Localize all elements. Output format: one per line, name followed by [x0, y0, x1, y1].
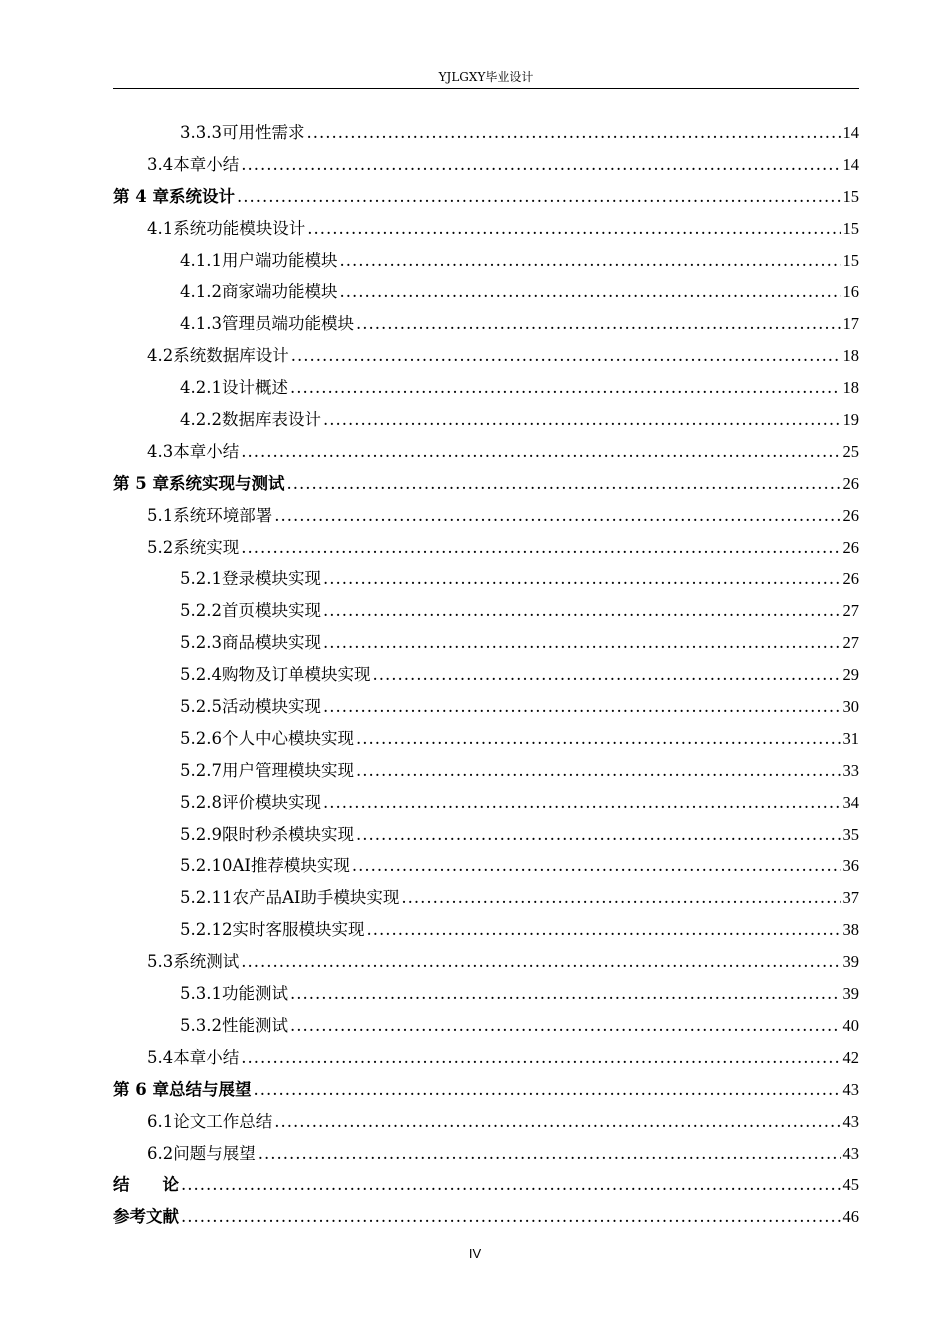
toc-entry-page: 38	[842, 920, 859, 940]
toc-entry[interactable]	[113, 723, 859, 755]
toc-entry-page: 43	[842, 1079, 859, 1099]
toc-dot-leader	[241, 532, 840, 564]
toc-entry[interactable]	[113, 340, 859, 372]
toc-entry-number: 5.3.2	[180, 1015, 222, 1035]
toc-entry-title: 用户端功能模块	[221, 250, 338, 270]
toc-entry-number: 5.2.10	[180, 856, 233, 876]
toc-entry-page: 43	[842, 1143, 859, 1163]
toc-entry-number: 5.2.2	[180, 601, 222, 621]
toc-entry-title: 总结与展望	[168, 1079, 252, 1099]
toc-entry-page: 33	[842, 760, 859, 780]
toc-dot-leader	[274, 1106, 840, 1138]
toc-entry-number: 5.2.8	[180, 792, 222, 812]
toc-entry[interactable]	[113, 1106, 859, 1138]
toc-entry[interactable]	[113, 1042, 859, 1074]
toc-entry-number: 5.2.11	[180, 888, 233, 908]
toc-dot-leader	[339, 245, 840, 277]
toc-entry-number: 4.1	[147, 218, 174, 238]
toc-entry[interactable]	[113, 213, 859, 245]
toc-entry[interactable]	[113, 755, 859, 787]
toc-entry-page: 14	[842, 154, 859, 174]
toc-entry-number: 5.2.5	[180, 697, 222, 717]
toc-entry-title: 实时客服模块实现	[232, 920, 365, 940]
toc-dot-leader	[323, 595, 841, 627]
toc-entry-page: 39	[842, 952, 859, 972]
toc-dot-leader	[290, 978, 841, 1010]
toc-entry-title: 管理员端功能模块	[221, 314, 354, 334]
toc-dot-leader	[241, 1042, 840, 1074]
toc-dot-leader	[307, 213, 840, 245]
toc-entry-number: 参考文献	[113, 1207, 179, 1227]
toc-dot-leader	[366, 914, 840, 946]
toc-entry[interactable]	[113, 1074, 859, 1106]
toc-entry-title: 设计概述	[221, 378, 288, 398]
toc-dot-leader	[181, 1169, 841, 1201]
toc-entry[interactable]	[113, 404, 859, 436]
toc-entry-page: 15	[842, 218, 859, 238]
toc-entry-title: 农产品AI助手模块实现	[232, 888, 400, 908]
toc-dot-leader	[241, 149, 840, 181]
toc-entry[interactable]	[113, 819, 859, 851]
toc-dot-leader	[241, 946, 840, 978]
toc-dot-leader	[356, 755, 841, 787]
toc-entry-title: 系统设计	[168, 186, 235, 206]
page-number: IV	[468, 1246, 482, 1261]
toc-entry[interactable]	[113, 850, 859, 882]
toc-entry[interactable]	[113, 117, 859, 149]
toc-entry-title: 问题与展望	[173, 1143, 256, 1163]
toc-dot-leader	[286, 468, 840, 500]
toc-entry[interactable]	[113, 914, 859, 946]
toc-entry-page: 26	[842, 473, 859, 493]
toc-dot-leader	[274, 500, 840, 532]
toc-entry[interactable]	[113, 882, 859, 914]
toc-entry-title: 系统实现与测试	[168, 473, 285, 493]
toc-dot-leader	[241, 436, 840, 468]
toc-dot-leader	[339, 276, 840, 308]
toc-entry[interactable]	[113, 468, 859, 500]
toc-entry-title: 用户管理模块实现	[221, 760, 354, 780]
toc-entry-number: 4.1.1	[180, 250, 222, 270]
toc-entry[interactable]	[113, 946, 859, 978]
toc-entry-page: 18	[842, 378, 859, 398]
toc-entry-number: 5.2.12	[180, 920, 233, 940]
toc-entry-title: 系统功能模块设计	[173, 218, 306, 238]
toc-entry-number: 5.1	[147, 505, 174, 525]
toc-entry-page: 42	[842, 1047, 859, 1067]
toc-entry[interactable]	[113, 245, 859, 277]
toc-entry-number: 4.1.2	[180, 282, 222, 302]
toc-entry-page: 45	[842, 1175, 859, 1195]
toc-entry-number: 4.1.3	[180, 314, 222, 334]
toc-entry-page: 26	[842, 569, 859, 589]
toc-entry-number: 4.3	[147, 441, 174, 461]
toc-entry-title: 可用性需求	[221, 123, 305, 142]
toc-entry[interactable]	[113, 627, 859, 659]
toc-dot-leader	[290, 372, 841, 404]
toc-entry[interactable]	[113, 1010, 859, 1042]
toc-entry[interactable]	[113, 308, 859, 340]
toc-entry-title: 本章小结	[173, 441, 240, 461]
toc-entry[interactable]	[113, 276, 859, 308]
toc-entry-title: 系统环境部署	[173, 505, 273, 525]
toc-dot-leader	[323, 563, 841, 595]
toc-entry-number: 4.2.1	[180, 378, 222, 398]
toc-dot-leader	[323, 404, 841, 436]
toc-dot-leader	[352, 850, 841, 882]
toc-entry-title: 性能测试	[221, 1015, 288, 1035]
toc-dot-leader	[372, 659, 840, 691]
toc-entry[interactable]	[113, 787, 859, 819]
toc-entry[interactable]	[113, 1201, 859, 1233]
toc-entry-number: 5.2.1	[180, 569, 222, 589]
toc-entry-title: 本章小结	[173, 1047, 240, 1067]
toc-dot-leader	[356, 308, 841, 340]
toc-entry-title: 评价模块实现	[221, 792, 321, 812]
toc-entry-title: 论文工作总结	[173, 1111, 273, 1131]
toc-entry-page: 19	[842, 410, 859, 430]
toc-entry-number: 4.2.2	[180, 410, 222, 430]
toc-dot-leader	[237, 181, 841, 213]
toc-entry[interactable]	[113, 595, 859, 627]
toc-entry-page: 27	[842, 633, 859, 653]
toc-entry-title: 个人中心模块实现	[221, 728, 354, 748]
toc-entry-title: 商品模块实现	[221, 633, 321, 653]
toc-dot-leader	[401, 882, 840, 914]
toc-entry-title: AI推荐模块实现	[232, 856, 350, 876]
toc-dot-leader	[323, 787, 841, 819]
toc-entry-number: 5.3.1	[180, 984, 222, 1004]
toc-entry-title: 活动模块实现	[221, 697, 321, 717]
toc-entry-number: 3.4	[147, 154, 174, 174]
toc-entry-title: 功能测试	[221, 984, 288, 1004]
toc-entry[interactable]	[113, 532, 859, 564]
toc-entry[interactable]	[113, 659, 859, 691]
toc-entry-title: 购物及订单模块实现	[221, 665, 371, 685]
toc-entry[interactable]	[113, 149, 859, 181]
toc-entry-page: 37	[842, 888, 859, 908]
toc-entry-title: 首页模块实现	[221, 601, 321, 621]
toc-entry-page: 43	[842, 1111, 859, 1131]
toc-dot-leader	[290, 1010, 841, 1042]
toc-dot-leader	[291, 340, 841, 372]
toc-entry-page: 17	[842, 314, 859, 334]
toc-entry-title: 系统数据库设计	[173, 346, 289, 366]
toc-entry-title: 商家端功能模块	[221, 282, 338, 302]
toc-entry[interactable]	[113, 436, 859, 468]
toc-entry-number: 4.2	[147, 346, 174, 366]
toc-entry-page: 36	[842, 856, 859, 876]
toc-entry-page: 26	[842, 505, 859, 525]
toc-entry-number: 第 4 章	[113, 186, 169, 206]
page-header: YJLGXY毕业设计	[113, 66, 859, 89]
toc-entry-page: 46	[842, 1207, 859, 1227]
toc-entry-number: 第 6 章	[113, 1079, 169, 1099]
toc-entry-number: 5.2.7	[180, 760, 222, 780]
toc-entry-title: 系统测试	[173, 952, 240, 972]
toc-entry-page: 15	[842, 250, 859, 270]
toc-entry-page: 15	[842, 186, 859, 206]
toc-entry-page: 34	[842, 792, 859, 812]
toc-dot-leader	[258, 1138, 841, 1170]
toc-entry-number: 6.2	[147, 1143, 174, 1163]
table-of-contents	[113, 117, 859, 1233]
toc-entry-page: 35	[842, 824, 859, 844]
toc-entry[interactable]	[113, 1169, 859, 1201]
toc-dot-leader	[253, 1074, 840, 1106]
toc-dot-leader	[181, 1201, 841, 1233]
toc-entry-number: 5.3	[147, 952, 174, 972]
toc-dot-leader	[323, 627, 841, 659]
toc-entry-title: 限时秒杀模块实现	[221, 824, 354, 844]
toc-entry-page: 14	[842, 123, 859, 142]
toc-dot-leader	[356, 723, 841, 755]
toc-entry-page: 29	[842, 665, 859, 685]
toc-entry-title: 数据库表设计	[221, 410, 321, 430]
toc-dot-leader	[323, 691, 841, 723]
toc-entry[interactable]	[113, 181, 859, 213]
toc-entry[interactable]	[113, 500, 859, 532]
toc-entry-number: 6.1	[147, 1111, 174, 1131]
toc-entry-page: 31	[842, 728, 859, 748]
toc-entry-title: 系统实现	[173, 537, 240, 557]
toc-entry-number: 5.4	[147, 1047, 174, 1067]
toc-entry-title: 本章小结	[173, 154, 240, 174]
toc-entry-title: 登录模块实现	[221, 569, 321, 589]
toc-entry-number: 5.2.4	[180, 665, 222, 685]
toc-entry-page: 18	[842, 346, 859, 366]
toc-entry[interactable]	[113, 563, 859, 595]
toc-entry-number: 3.3.3	[180, 123, 222, 142]
toc-entry-number: 5.2	[147, 537, 174, 557]
toc-entry-page: 25	[842, 441, 859, 461]
toc-dot-leader	[306, 117, 840, 149]
toc-entry-number: 第 5 章	[113, 473, 169, 493]
toc-entry-page: 26	[842, 537, 859, 557]
toc-entry-number: 5.2.3	[180, 633, 222, 653]
toc-entry-number: 5.2.9	[180, 824, 222, 844]
toc-entry-page: 40	[842, 1015, 859, 1035]
toc-entry[interactable]	[113, 691, 859, 723]
toc-entry-number: 5.2.6	[180, 728, 222, 748]
toc-entry-page: 27	[842, 601, 859, 621]
toc-dot-leader	[356, 819, 841, 851]
toc-entry-number: 结 论	[113, 1175, 179, 1195]
toc-entry-page: 39	[842, 984, 859, 1004]
toc-entry-page: 30	[842, 697, 859, 717]
toc-entry[interactable]	[113, 1138, 859, 1170]
toc-entry[interactable]	[113, 372, 859, 404]
toc-entry[interactable]	[113, 978, 859, 1010]
toc-entry-page: 16	[842, 282, 859, 302]
